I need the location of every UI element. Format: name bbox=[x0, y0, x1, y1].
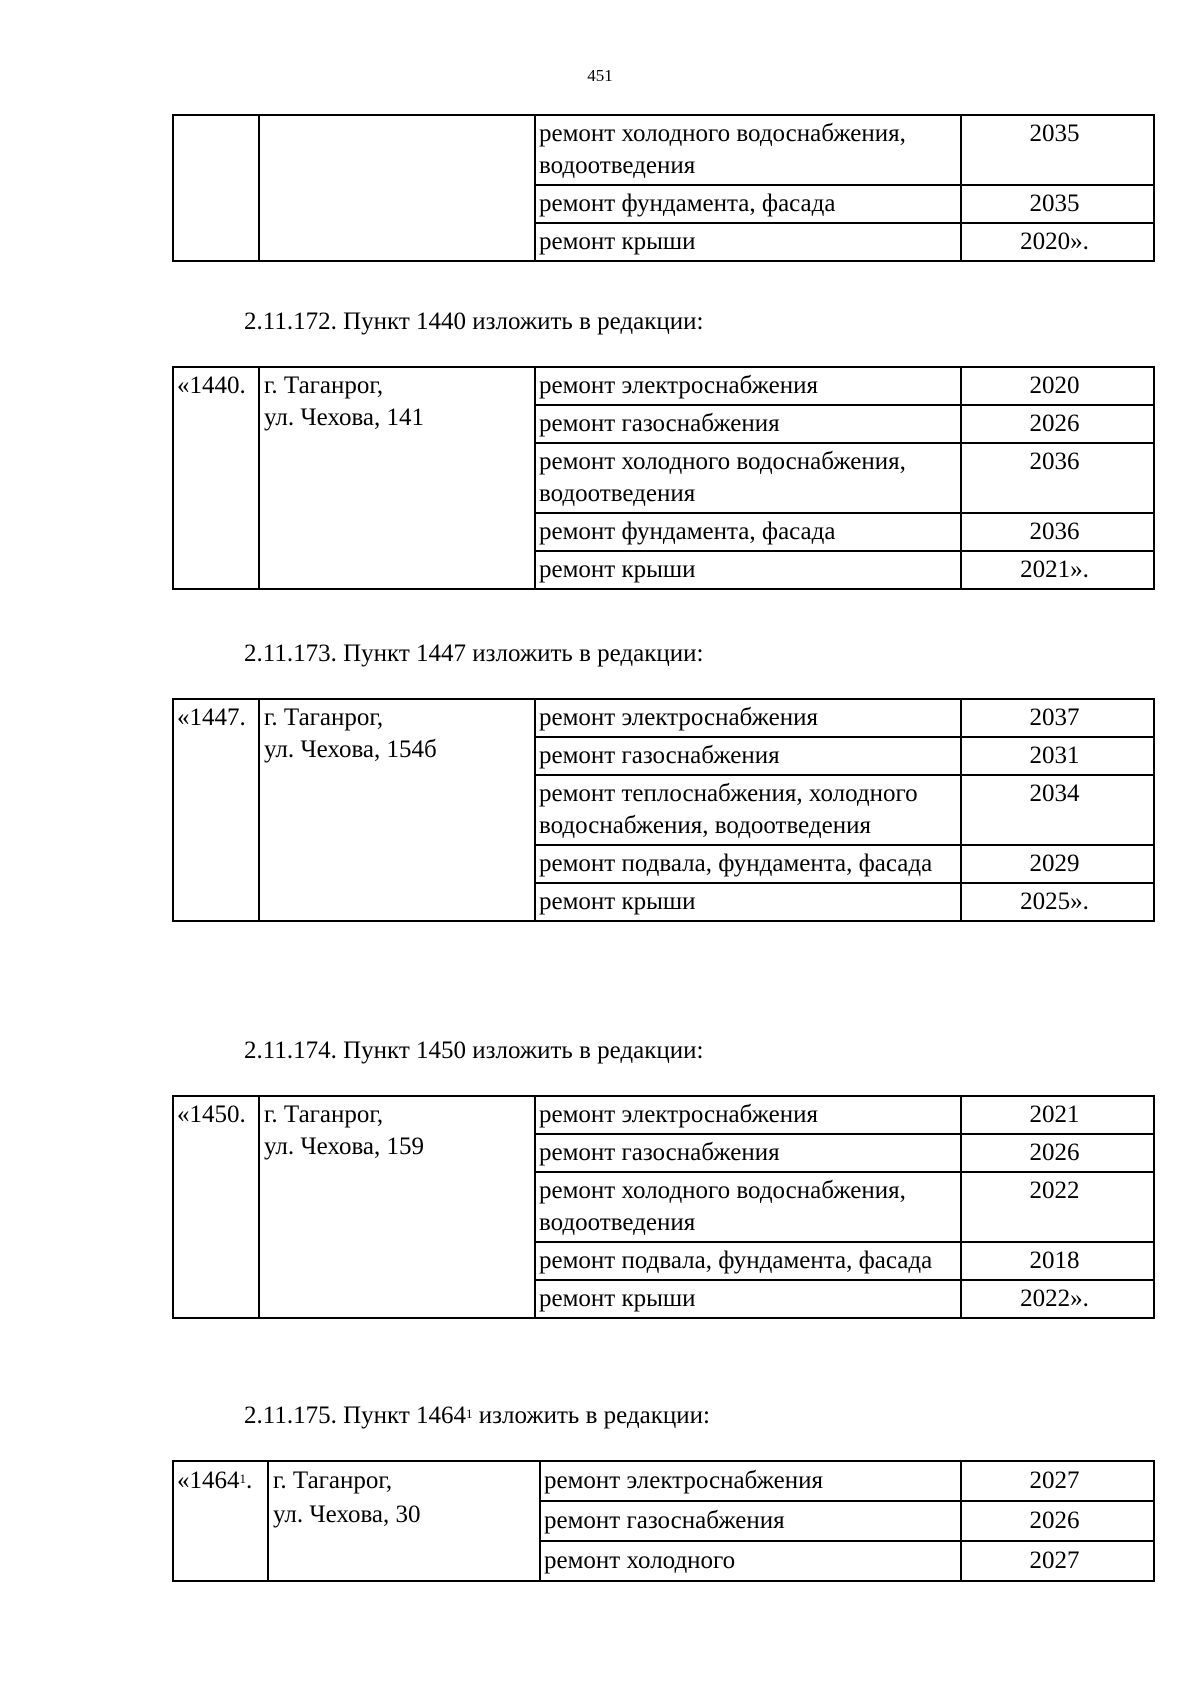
address-city: г. Таганрог, bbox=[264, 1101, 384, 1128]
table-row bbox=[173, 367, 1154, 405]
year-cell: 2018 bbox=[961, 1242, 1154, 1280]
section-heading bbox=[244, 1401, 710, 1431]
section-table-1464-1 bbox=[172, 1460, 1155, 1582]
work-type-cell: ремонт газоснабжения bbox=[535, 1134, 961, 1172]
superscript: 1 bbox=[239, 1471, 246, 1486]
work-type-cell: ремонт крыши bbox=[535, 1280, 961, 1318]
item-number-cell: «1447. bbox=[173, 699, 259, 921]
year-cell: 2027 bbox=[961, 1461, 1154, 1501]
year-cell: 2026 bbox=[961, 1501, 1154, 1541]
table-row bbox=[173, 1461, 1154, 1501]
work-type-cell: ремонт теплоснабжения, холодного водоснабжения, водоотведения bbox=[535, 775, 961, 845]
item-number-cell: «1450. bbox=[173, 1096, 259, 1318]
work-type-cell: ремонт холодного водоснабжения, водоотведения bbox=[535, 115, 961, 185]
item-number-cell bbox=[173, 1461, 268, 1581]
work-type-cell: ремонт подвала, фундамента, фасада bbox=[535, 845, 961, 883]
address-street: ул. Чехова, 159 bbox=[264, 1133, 425, 1160]
year-cell: 2027 bbox=[961, 1541, 1154, 1581]
item-number-cell: «1440. bbox=[173, 367, 259, 589]
section-heading: 2.11.173. Пункт 1447 изложить в редакции: bbox=[244, 640, 704, 667]
year-cell: 2031 bbox=[961, 737, 1154, 775]
work-type-cell: ремонт крыши bbox=[535, 883, 961, 921]
work-type-cell: ремонт газоснабжения bbox=[535, 405, 961, 443]
year-cell: 2022 bbox=[961, 1172, 1154, 1242]
address-city: г. Таганрог, bbox=[273, 1467, 393, 1494]
address-cell bbox=[268, 1461, 540, 1581]
address-street: ул. Чехова, 30 bbox=[273, 1501, 421, 1528]
year-cell: 2036 bbox=[961, 513, 1154, 551]
year-cell: 2035 bbox=[961, 115, 1154, 185]
work-type-cell: ремонт фундамента, фасада bbox=[535, 513, 961, 551]
table-row bbox=[173, 1096, 1154, 1134]
section-heading: 2.11.172. Пункт 1440 изложить в редакции: bbox=[244, 308, 704, 335]
heading-text: 2.11.175. Пункт 1464 bbox=[244, 1402, 466, 1429]
work-type-cell: ремонт электроснабжения bbox=[535, 367, 961, 405]
section-heading: 2.11.174. Пункт 1450 изложить в редакции: bbox=[244, 1037, 704, 1064]
address-street: ул. Чехова, 154б bbox=[264, 736, 437, 763]
address-street: ул. Чехова, 141 bbox=[264, 404, 425, 431]
address-city: г. Таганрог, bbox=[264, 372, 384, 399]
year-cell: 2036 bbox=[961, 443, 1154, 513]
year-cell: 2021». bbox=[961, 551, 1154, 589]
work-type-cell: ремонт холодного водоснабжения, водоотведения bbox=[535, 1172, 961, 1242]
section-table-1447 bbox=[172, 698, 1155, 922]
item-number-cell bbox=[173, 115, 259, 261]
work-type-cell: ремонт крыши bbox=[535, 551, 961, 589]
work-type-cell: ремонт электроснабжения bbox=[535, 699, 961, 737]
work-type-cell: ремонт крыши bbox=[535, 223, 961, 261]
work-type-cell: ремонт газоснабжения bbox=[535, 737, 961, 775]
work-type-cell: ремонт электроснабжения bbox=[540, 1461, 961, 1501]
address-cell bbox=[259, 367, 535, 589]
year-cell: 2020 bbox=[961, 367, 1154, 405]
address-city: г. Таганрог, bbox=[264, 704, 384, 731]
year-cell: 2022». bbox=[961, 1280, 1154, 1318]
year-cell: 2029 bbox=[961, 845, 1154, 883]
work-type-cell: ремонт холодного водоснабжения, водоотведения bbox=[535, 443, 961, 513]
continuation-table bbox=[172, 114, 1155, 262]
year-cell: 2037 bbox=[961, 699, 1154, 737]
year-cell: 2026 bbox=[961, 405, 1154, 443]
heading-text: изложить в редакции: bbox=[472, 1402, 710, 1429]
item-number: «1464 bbox=[177, 1467, 240, 1494]
section-table-1450 bbox=[172, 1095, 1155, 1319]
work-type-cell: ремонт электроснабжения bbox=[535, 1096, 961, 1134]
year-cell: 2034 bbox=[961, 775, 1154, 845]
table-row bbox=[173, 115, 1154, 185]
work-type-cell: ремонт холодного bbox=[540, 1541, 961, 1581]
item-number-suffix: . bbox=[246, 1467, 253, 1494]
section-table-1440 bbox=[172, 366, 1155, 590]
work-type-cell: ремонт подвала, фундамента, фасада bbox=[535, 1242, 961, 1280]
year-cell: 2021 bbox=[961, 1096, 1154, 1134]
page-number: 451 bbox=[587, 66, 613, 85]
year-cell: 2026 bbox=[961, 1134, 1154, 1172]
work-type-cell: ремонт газоснабжения bbox=[540, 1501, 961, 1541]
superscript: 1 bbox=[466, 1406, 473, 1421]
year-cell: 2035 bbox=[961, 185, 1154, 223]
year-cell: 2020». bbox=[961, 223, 1154, 261]
address-cell bbox=[259, 115, 535, 261]
address-cell bbox=[259, 699, 535, 921]
work-type-cell: ремонт фундамента, фасада bbox=[535, 185, 961, 223]
address-cell bbox=[259, 1096, 535, 1318]
year-cell: 2025». bbox=[961, 883, 1154, 921]
table-row bbox=[173, 699, 1154, 737]
